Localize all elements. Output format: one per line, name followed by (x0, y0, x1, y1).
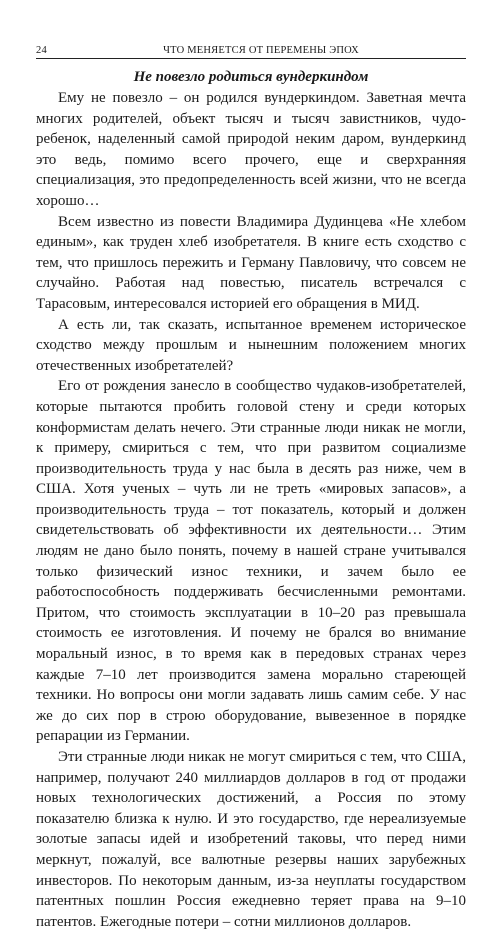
running-header (36, 38, 466, 59)
paragraph: Эти странные люди никак не могут смириться с тем, что США, например, получают 240 миллиардов долларов в год от продажи новых технологических достижений, а Россия по этому показателю близка к нулю. И это государство, где нереализуемые золотые запасы идей и изобретений таковы, что перед ними меркнут, пожалуй, все валютные резервы наших зарубежных инвесторов. По некоторым данным, из-за неуплаты государством патентных пошлин Россия ежедневно теряет права на 9–10 патентов. Ежегодные потери – сотни миллионов долларов. (36, 749, 466, 930)
paragraph: Ему не повезло – он родился вундеркиндом. Заветная мечта многих родителей, объект тысяч и тысяч завистников, чудо-ребенок, наделенный самой природой неким даром, вундеркинд это ведь, помимо всего прочего, еще и сверхранняя специализация, это предопределенность всей жизни, что не всегда хорошо… (36, 90, 466, 209)
section-title: Не повезло родиться вундеркиндом (133, 69, 369, 85)
paragraph: Всем известно из повести Владимира Дудинцева «Не хлебом единым», как труден хлеб изобретателя. В книге есть сходство с тем, что пришлось пережить и Герману Павловичу, что совсем не случайно. Работая над повестью, писатель встречался с Тарасовым, интересовался историей его обращения в МИД. (36, 213, 466, 312)
page-number: 24 (36, 45, 47, 56)
paragraph: Его от рождения занесло в сообщество чудаков-изобретателей, которые пытаются пробить головой стену и среди которых конформистам делать нечего. Эти странные люди никак не могли, к примеру, смириться с тем, что при развитом социализме производительность труда у нас была в десять раз ниже, чем в США. Хотя ученых – чуть ли не треть «мировых запасов», а производительность труда – тот показатель, который и должен свидетельствовать об эффективности их деятельности… Этим людям не дано было понять, почему в нашей стране учитывался только физический износ техники, и зачем было ее работоспособность поддерживать бесчисленными ремонтами. Притом, что стоимость эксплуатации в 10–20 раз превышала стоимость ее изготовления. И почему не брался во внимание моральный износ, в то время как в передовых странах через каждые 7–10 лет производится замена морально стареющей техники. Но вопросы они могли задавать лишь самим себе. У нас же до сих пор в строю оборудование, вывезенное в порядке репарации из Германии. (36, 378, 466, 745)
running-title: ЧТО МЕНЯЕТСЯ ОТ ПЕРЕМЕНЫ ЭПОХ (163, 45, 359, 56)
paragraph: А есть ли, так сказать, испытанное временем историческое сходство между прошлым и нынешним положением многих отечественных изобретателей? (36, 316, 466, 374)
